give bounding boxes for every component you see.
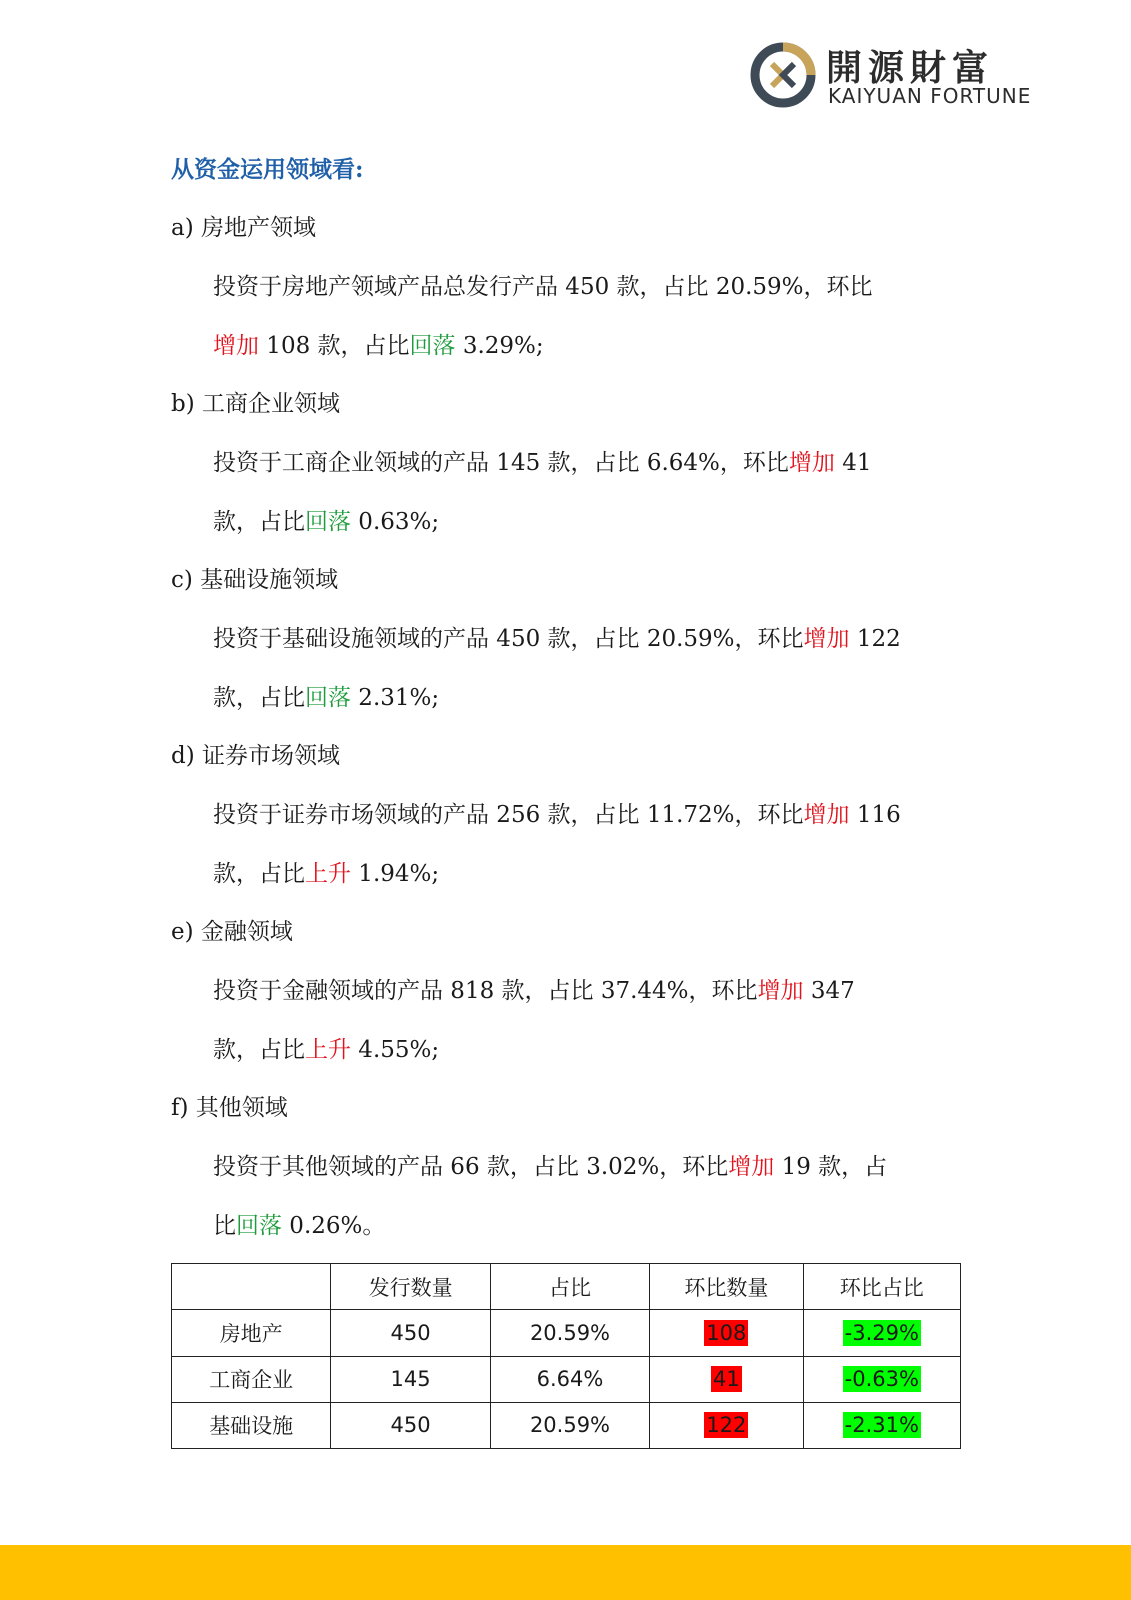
item-d-line1 bbox=[213, 796, 901, 829]
text-segment: 款，占比 bbox=[213, 509, 305, 535]
change-label: 上升 bbox=[305, 861, 351, 887]
table-cell-mom-count bbox=[650, 1310, 803, 1356]
text-segment: 41 bbox=[834, 450, 872, 476]
change-label: 增加 bbox=[728, 1154, 775, 1180]
text-segment: 款，占比 bbox=[213, 1037, 305, 1063]
footer-bar bbox=[0, 1545, 1131, 1600]
item-heading-b: b) 工商企业领域 bbox=[171, 391, 341, 417]
text-segment: 2.31%; bbox=[351, 685, 440, 711]
item-heading-c: c) 基础设施领域 bbox=[171, 567, 339, 593]
change-label: 回落 bbox=[305, 685, 351, 711]
table-row bbox=[172, 1356, 961, 1402]
table-cell-mom-share bbox=[803, 1356, 960, 1402]
item-c-line1 bbox=[213, 620, 901, 653]
brand-name-en: KAIYUAN FORTUNE bbox=[828, 84, 1032, 108]
text-segment: 108 款，占比 bbox=[259, 333, 410, 359]
text-segment: 比 bbox=[213, 1213, 236, 1239]
item-e-line2 bbox=[213, 1031, 439, 1064]
highlight-value: 108 bbox=[706, 1320, 747, 1345]
item-heading-a: a) 房地产领域 bbox=[171, 215, 316, 241]
table-header-cell: 发行数量 bbox=[331, 1264, 490, 1310]
change-label: 增加 bbox=[788, 450, 835, 476]
text-segment: 4.55%; bbox=[351, 1037, 440, 1063]
item-e-line1 bbox=[213, 972, 855, 1005]
investment-field-table bbox=[171, 1263, 961, 1449]
text-segment: 3.29%; bbox=[455, 333, 544, 359]
item-a-line1: 投资于房地产领域产品总发行产品 450 款，占比 20.59%，环比 bbox=[213, 274, 873, 300]
table-row bbox=[172, 1310, 961, 1356]
item-heading-f: f) 其他领域 bbox=[171, 1095, 288, 1121]
highlight-value: 41 bbox=[712, 1367, 740, 1392]
text-segment: 款，占比 bbox=[213, 685, 305, 711]
table-header-row bbox=[172, 1264, 961, 1310]
table-header-cell: 环比数量 bbox=[650, 1264, 803, 1310]
text-segment: 122 bbox=[849, 626, 901, 652]
text-segment: 投资于证券市场领域的产品 256 款，占比 11.72%，环比 bbox=[213, 802, 804, 828]
table-cell-mom-share bbox=[803, 1310, 960, 1356]
kaiyuan-logo bbox=[750, 40, 1040, 110]
table-header-cell bbox=[172, 1264, 331, 1310]
text-segment: 19 款，占 bbox=[774, 1154, 888, 1180]
highlight-value: -0.63% bbox=[844, 1367, 919, 1392]
text-segment: 1.94%; bbox=[351, 861, 440, 887]
table-cell-count: 450 bbox=[331, 1310, 490, 1356]
highlight-value: -2.31% bbox=[844, 1413, 919, 1438]
table-cell-mom-count bbox=[650, 1402, 803, 1448]
highlight-value: -3.29% bbox=[844, 1320, 919, 1345]
change-label: 回落 bbox=[409, 333, 456, 359]
item-a-line2 bbox=[213, 327, 544, 360]
text-segment: 款，占比 bbox=[213, 861, 305, 887]
change-label: 回落 bbox=[236, 1213, 282, 1239]
change-label: 增加 bbox=[803, 626, 850, 652]
text-segment: 0.63%; bbox=[351, 509, 440, 535]
item-heading-d: d) 证券市场领域 bbox=[171, 743, 341, 769]
table-cell-name: 基础设施 bbox=[172, 1402, 331, 1448]
change-label: 回落 bbox=[305, 509, 351, 535]
text-segment: 347 bbox=[803, 978, 855, 1004]
item-b-line2 bbox=[213, 503, 439, 536]
section-title: 从资金运用领域看: bbox=[171, 156, 364, 183]
text-segment: 116 bbox=[849, 802, 901, 828]
table-cell-name: 房地产 bbox=[172, 1310, 331, 1356]
brand-name-cn: 開源財富 bbox=[826, 48, 995, 89]
change-label: 上升 bbox=[305, 1037, 351, 1063]
table-cell-share: 6.64% bbox=[490, 1356, 649, 1402]
change-label: 增加 bbox=[757, 978, 804, 1004]
table-cell-count: 450 bbox=[331, 1402, 490, 1448]
kaiyuan-logo-mark-icon bbox=[750, 42, 816, 108]
table-cell-mom-share bbox=[803, 1402, 960, 1448]
table-header-cell: 占比 bbox=[490, 1264, 649, 1310]
text-segment: 投资于其他领域的产品 66 款，占比 3.02%，环比 bbox=[213, 1154, 729, 1180]
text-segment: 投资于基础设施领域的产品 450 款，占比 20.59%，环比 bbox=[213, 626, 804, 652]
table-cell-count: 145 bbox=[331, 1356, 490, 1402]
item-d-line2 bbox=[213, 855, 439, 888]
text-segment: 0.26%。 bbox=[282, 1213, 386, 1239]
text-segment: 投资于金融领域的产品 818 款，占比 37.44%，环比 bbox=[213, 978, 758, 1004]
table-header-cell: 环比占比 bbox=[803, 1264, 960, 1310]
highlight-value: 122 bbox=[706, 1413, 747, 1438]
item-f-line1 bbox=[213, 1148, 887, 1181]
text-segment: 投资于工商企业领域的产品 145 款，占比 6.64%，环比 bbox=[213, 450, 789, 476]
item-f-line2 bbox=[213, 1207, 385, 1240]
table-cell-mom-count bbox=[650, 1356, 803, 1402]
change-label: 增加 bbox=[803, 802, 850, 828]
table-row bbox=[172, 1402, 961, 1448]
table-cell-share: 20.59% bbox=[490, 1310, 649, 1356]
item-c-line2 bbox=[213, 679, 439, 712]
item-heading-e: e) 金融领域 bbox=[171, 919, 293, 945]
table-cell-name: 工商企业 bbox=[172, 1356, 331, 1402]
change-label: 增加 bbox=[213, 333, 259, 359]
table-cell-share: 20.59% bbox=[490, 1402, 649, 1448]
item-b-line1 bbox=[213, 444, 871, 477]
